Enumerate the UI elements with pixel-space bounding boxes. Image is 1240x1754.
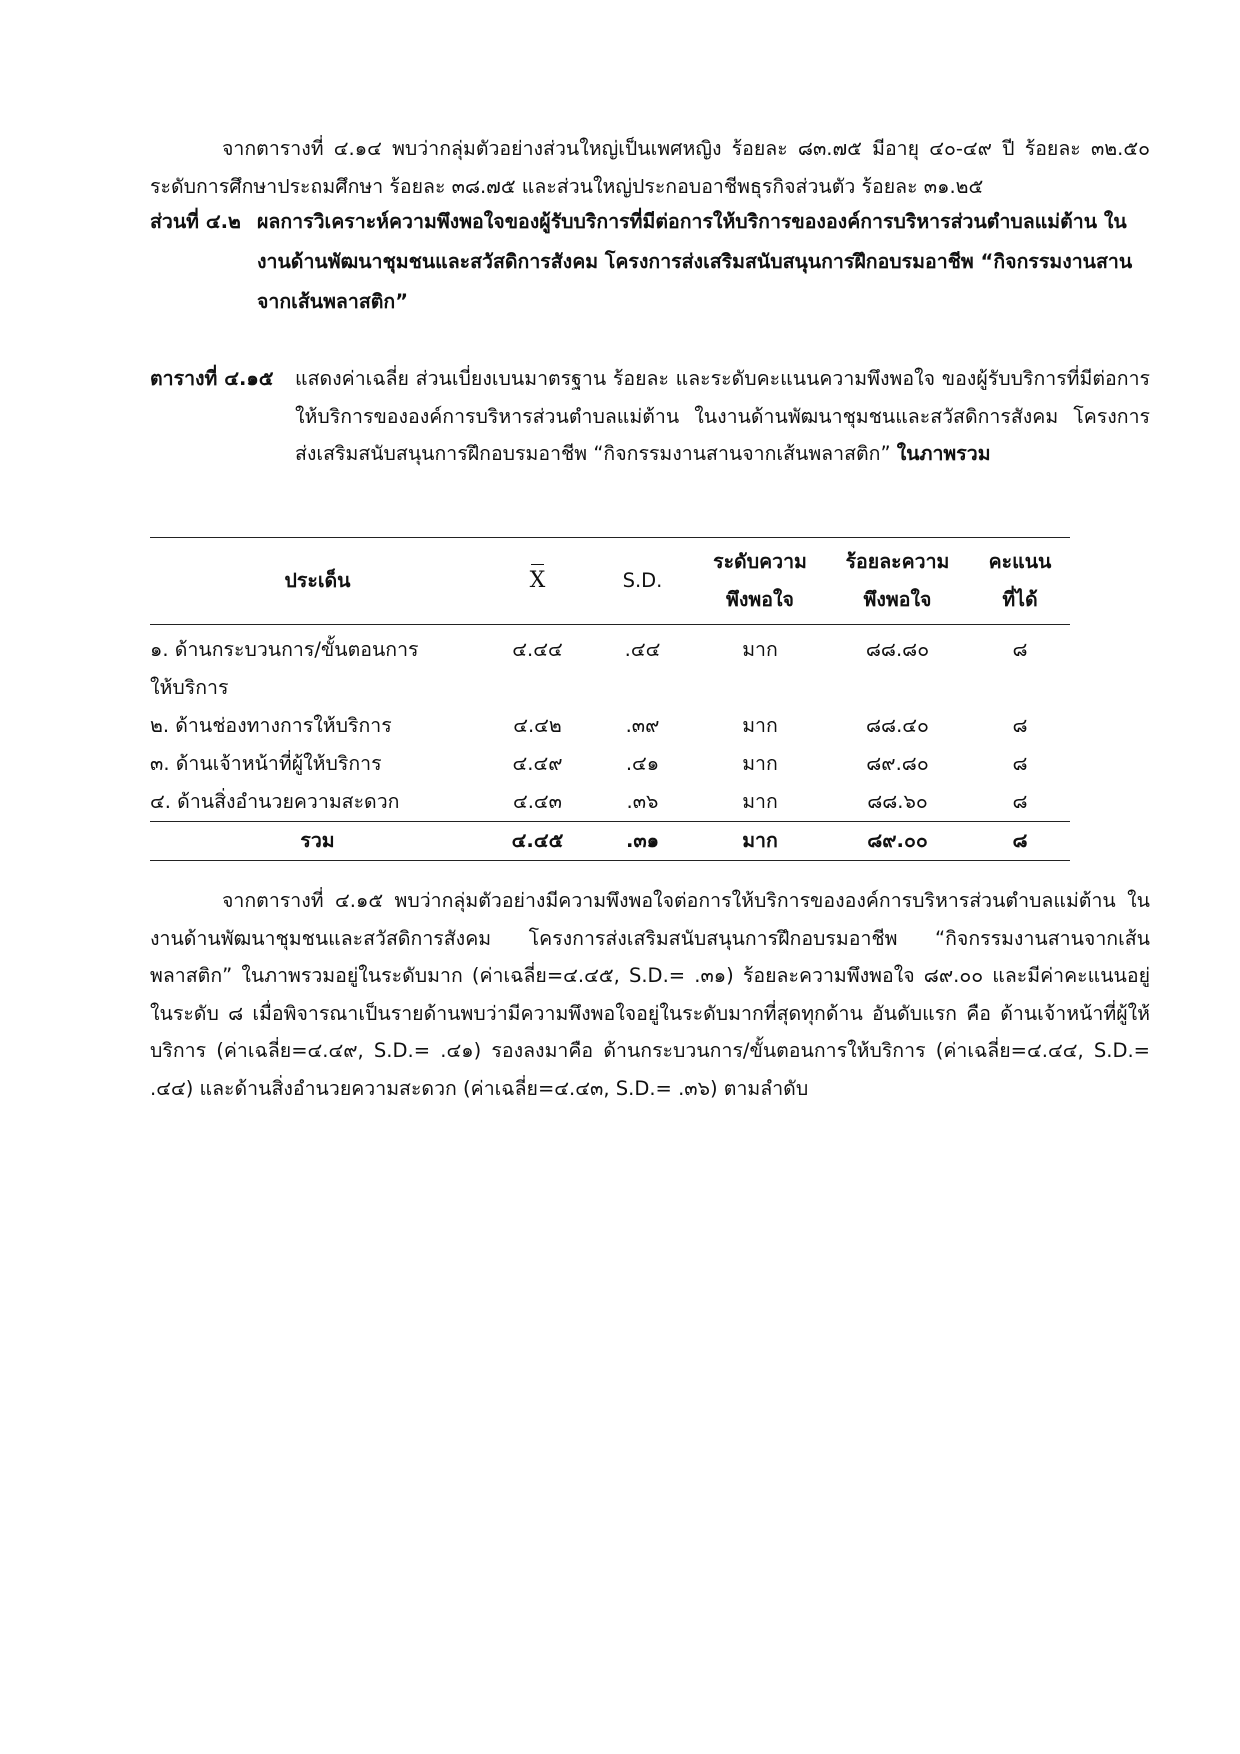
table-total-row xyxy=(150,822,1070,861)
header-score-line1: คะแนน xyxy=(988,550,1052,573)
row-sd: .๔๑ xyxy=(625,752,660,775)
row-issue xyxy=(150,625,485,708)
intro-paragraph: จากตารางที่ ๔.๑๔ พบว่ากลุ่มตัวอย่างส่วนใหญ่เป็นเพศหญิง ร้อยละ ๘๓.๗๕ มีอายุ ๔๐-๔๙ ปี ร้อยละ ๓๒.๕๐ ระดับการศึกษาประถมศึกษา ร้อยละ ๓๘.๗๕ และส่วนใหญ่ประกอบอาชีพธุรกิจส่วนตัว ร้อยละ ๓๑.๒๕ xyxy=(150,137,1150,198)
satisfaction-table xyxy=(150,537,1070,861)
total-mean: ๔.๔๕ xyxy=(511,829,564,852)
row-issue: ๒. ด้านช่องทางการให้บริการ xyxy=(150,714,392,737)
row-issue-line1: ๑. ด้านกระบวนการ/ขั้นตอนการ xyxy=(150,638,419,661)
row-score: ๘ xyxy=(1012,790,1028,813)
row-percent: ๘๘.๔๐ xyxy=(866,714,929,737)
header-score-line2: ที่ได้ xyxy=(1002,588,1038,611)
table-caption xyxy=(150,360,1150,473)
row-level: มาก xyxy=(742,790,778,813)
header-score xyxy=(970,538,1070,625)
row-percent: ๘๘.๘๐ xyxy=(865,638,930,661)
row-sd: .๓๙ xyxy=(625,714,660,737)
total-issue: รวม xyxy=(300,829,335,852)
row-issue-line2: ให้บริการ xyxy=(150,676,229,699)
row-issue: ๓. ด้านเจ้าหน้าที่ผู้ให้บริการ xyxy=(150,752,382,775)
row-level: มาก xyxy=(742,752,778,775)
header-sd: S.D. xyxy=(622,569,663,592)
table-caption-label: ตารางที่ ๔.๑๕ xyxy=(150,367,274,390)
table-row xyxy=(150,745,1070,783)
table-row xyxy=(150,625,1070,708)
row-level: มาก xyxy=(742,638,778,661)
header-level-line1: ระดับความ xyxy=(713,550,807,573)
total-level: มาก xyxy=(742,829,778,852)
section-heading xyxy=(150,202,1150,322)
table-row xyxy=(150,707,1070,745)
total-score: ๘ xyxy=(1012,829,1028,852)
table-caption-body: แสดงค่าเฉลี่ย ส่วนเบี่ยงเบนมาตรฐาน ร้อยละ และระดับคะแนนความพึงพอใจ ของผู้รับบริการที่มีต่อการให้บริการขององค์การบริหารส่วนตำบลแม่ต้าน ในงานด้านพัฒนาชุมชนและสวัสดิการสังคม โครงการส่งเสริมสนับสนุนการฝึกอบรมอาชีพ “กิจกรรมงานสานจากเส้นพลาสติก” xyxy=(295,367,1150,465)
header-level-line2: พึงพอใจ xyxy=(726,588,794,611)
row-mean: ๔.๔๓ xyxy=(512,790,563,813)
header-percent-line2: พึงพอใจ xyxy=(863,588,932,611)
row-sd: .๓๖ xyxy=(626,790,659,813)
total-percent: ๘๙.๐๐ xyxy=(867,829,928,852)
row-score: ๘ xyxy=(1012,714,1028,737)
row-mean: ๔.๔๒ xyxy=(513,714,562,737)
row-mean: ๔.๔๔ xyxy=(512,638,563,661)
header-percent xyxy=(825,538,970,625)
section-title: ผลการวิเคราะห์ความพึงพอใจของผู้รับบริการที่มีต่อการให้บริการขององค์การบริหารส่วนตำบลแม่ต้าน ในงานด้านพัฒนาชุมชนและสวัสดิการสังคม โครงการส่งเสริมสนับสนุนการฝึกอบรมอาชีพ “กิจกรรมงานสานจากเส้นพลาสติก” xyxy=(257,210,1133,313)
section-label: ส่วนที่ ๔.๒ xyxy=(150,210,241,233)
row-score: ๘ xyxy=(1012,752,1028,775)
header-percent-line1: ร้อยละความ xyxy=(845,550,950,573)
row-percent: ๘๙.๘๐ xyxy=(866,752,929,775)
row-percent: ๘๘.๖๐ xyxy=(867,790,928,813)
header-issue: ประเด็น xyxy=(284,569,351,592)
row-issue: ๔. ด้านสิ่งอำนวยความสะดวก xyxy=(150,790,400,813)
table-caption-text xyxy=(295,360,1150,473)
row-score: ๘ xyxy=(1012,638,1028,661)
row-sd: .๔๔ xyxy=(624,638,661,661)
row-mean: ๔.๔๙ xyxy=(512,752,563,775)
table-header-row xyxy=(150,538,1070,625)
mean-symbol: X xyxy=(530,562,546,600)
header-mean xyxy=(485,538,590,625)
header-level xyxy=(695,538,825,625)
table-caption-bold-suffix: ในภาพรวม xyxy=(896,442,991,465)
total-sd: .๓๑ xyxy=(625,829,660,852)
row-level: มาก xyxy=(742,714,778,737)
summary-paragraph: จากตารางที่ ๔.๑๕ พบว่ากลุ่มตัวอย่างมีความพึงพอใจต่อการให้บริการขององค์การบริหารส่วนตำบลแม่ต้าน ในงานด้านพัฒนาชุมชนและสวัสดิการสังคม โครงการส่งเสริมสนับสนุนการฝึกอบรมอาชีพ “กิจกรรมงานสานจากเส้นพลาสติก” ในภาพรวมอยู่ในระดับมาก (ค่าเฉลี่ย=๔.๔๕, S.D.= .๓๑) ร้อยละความพึงพอใจ ๘๙.๐๐ และมีค่าคะแนนอยู่ในระดับ ๘ เมื่อพิจารณาเป็นรายด้านพบว่ามีความพึงพอใจอยู่ในระดับมากที่สุดทุกด้าน อันดับแรก คือ ด้านเจ้าหน้าที่ผู้ให้บริการ (ค่าเฉลี่ย=๔.๔๙, S.D.= .๔๑) รองลงมาคือ ด้านกระบวนการ/ขั้นตอนการให้บริการ (ค่าเฉลี่ย=๔.๔๔, S.D.= .๔๔) และด้านสิ่งอำนวยความสะดวก (ค่าเฉลี่ย=๔.๔๓, S.D.= .๓๖) ตามลำดับ xyxy=(150,889,1150,1100)
table-row xyxy=(150,783,1070,822)
